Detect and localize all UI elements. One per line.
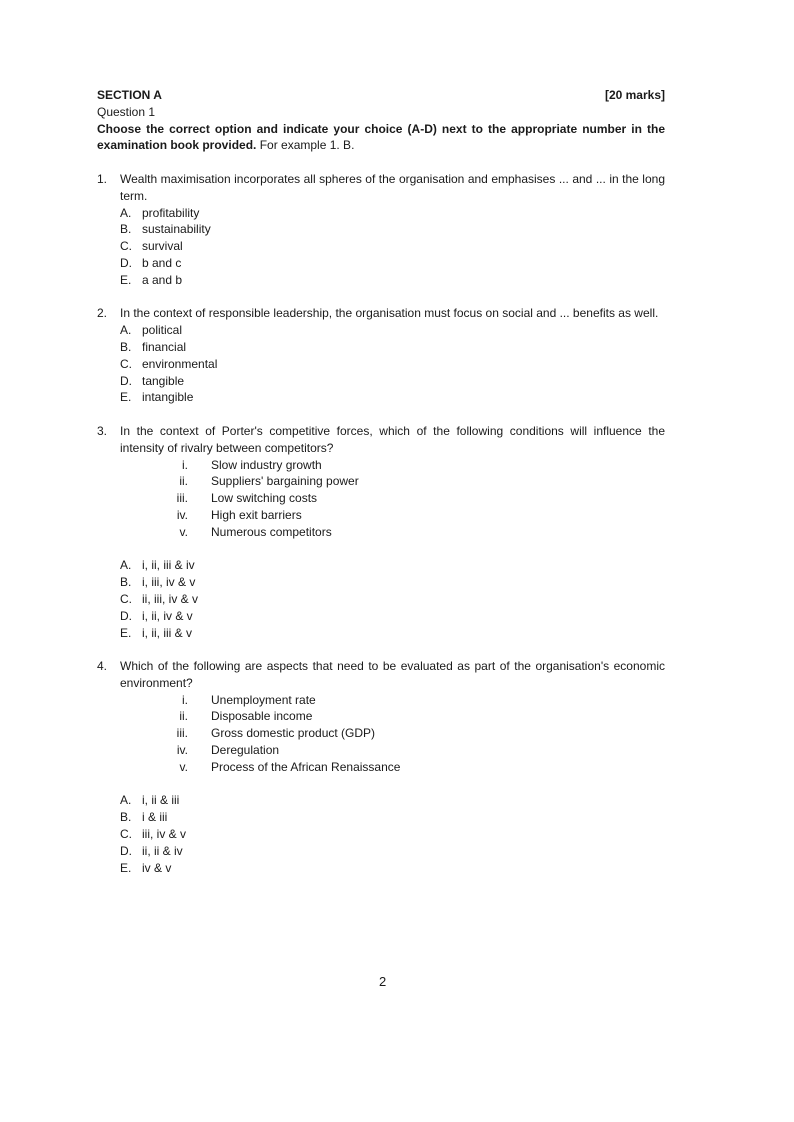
- page-number: 2: [379, 974, 387, 989]
- statement-numeral: ii.: [179, 709, 188, 724]
- section-title: SECTION A: [97, 88, 162, 102]
- option-text: financial: [142, 339, 187, 354]
- answer-option: [120, 792, 665, 809]
- option-letter: C.: [120, 827, 132, 842]
- answer-option: [120, 574, 665, 591]
- option-letter: B.: [120, 222, 132, 237]
- question-number: 3.: [97, 423, 108, 438]
- option-text: ii, ii & iv: [142, 843, 183, 858]
- statement-item: [97, 473, 665, 490]
- statement-item: [97, 692, 665, 709]
- answer-option: [120, 255, 665, 272]
- statement-text: High exit barriers: [211, 507, 302, 522]
- question-number: 2.: [97, 306, 108, 321]
- statement-item: [97, 742, 665, 759]
- option-letter: E.: [120, 625, 132, 640]
- option-letter: E.: [120, 390, 132, 405]
- statement-numeral: iii.: [176, 726, 188, 741]
- statement-text: Suppliers' bargaining power: [211, 474, 359, 489]
- statement-item: [97, 507, 665, 524]
- option-letter: C.: [120, 239, 132, 254]
- option-letter: A.: [120, 323, 132, 338]
- option-letter: D.: [120, 373, 132, 388]
- answer-option: [120, 339, 665, 356]
- statement-numeral: v.: [179, 759, 188, 774]
- option-letter: B.: [120, 810, 132, 825]
- option-text: i, ii & iii: [142, 793, 180, 808]
- statement-text: Gross domestic product (GDP): [211, 726, 376, 741]
- instructions: [97, 121, 665, 155]
- statement-text: Unemployment rate: [211, 692, 316, 707]
- statement-numeral: iii.: [176, 491, 188, 506]
- section-marks: [20 marks]: [604, 88, 665, 102]
- instruction-example: For example 1. B.: [256, 138, 355, 153]
- option-text: iv & v: [142, 860, 172, 875]
- answer-option: [120, 843, 665, 860]
- option-letter: E.: [120, 860, 132, 875]
- statement-text: Process of the African Renaissance: [211, 759, 401, 774]
- option-text: i, ii, iii & iv: [142, 558, 195, 573]
- answer-option: [120, 608, 665, 625]
- question-text: In the context of Porter's competitive forces, which of the following conditions will influence the intensity of rivalry between competitors?: [120, 423, 665, 455]
- option-letter: D.: [120, 608, 132, 623]
- answer-option: [120, 205, 665, 222]
- option-letter: B.: [120, 575, 132, 590]
- option-letter: A.: [120, 793, 132, 808]
- option-letter: A.: [120, 558, 132, 573]
- answer-option: [120, 826, 665, 843]
- option-text: i, ii, iv & v: [142, 608, 193, 623]
- question-text: Wealth maximisation incorporates all spheres of the organisation and emphasises ... and ... in the long term.: [120, 171, 665, 203]
- statement-text: Disposable income: [211, 709, 313, 724]
- option-text: i, iii, iv & v: [142, 575, 196, 590]
- answer-option: [120, 356, 665, 373]
- option-text: environmental: [142, 356, 218, 371]
- exam-page: [97, 87, 665, 876]
- option-letter: E.: [120, 272, 132, 287]
- question: [97, 171, 665, 205]
- statement-numeral: iv.: [176, 507, 188, 522]
- option-text: sustainability: [142, 222, 211, 237]
- option-letter: C.: [120, 591, 132, 606]
- option-letter: A.: [120, 205, 132, 220]
- question: [97, 305, 665, 322]
- answer-option: [120, 557, 665, 574]
- option-letter: D.: [120, 843, 132, 858]
- statement-text: Low switching costs: [211, 491, 318, 506]
- option-text: survival: [142, 239, 183, 254]
- option-text: b and c: [142, 255, 182, 270]
- option-text: i, ii, iii & v: [142, 625, 193, 640]
- statement-text: Deregulation: [211, 743, 280, 758]
- answer-option: [120, 221, 665, 238]
- option-text: tangible: [142, 373, 185, 388]
- statement-item: [97, 490, 665, 507]
- option-text: i & iii: [142, 810, 168, 825]
- option-letter: B.: [120, 339, 132, 354]
- answer-option: [120, 591, 665, 608]
- statement-item: [97, 457, 665, 474]
- option-letter: D.: [120, 255, 132, 270]
- section-header: [97, 87, 665, 104]
- statement-numeral: v.: [179, 524, 188, 539]
- question: [97, 423, 665, 457]
- answer-option: [120, 238, 665, 255]
- statement-item: [97, 725, 665, 742]
- answer-option: [120, 272, 665, 289]
- statement-text: Slow industry growth: [211, 457, 322, 472]
- answer-option: [120, 809, 665, 826]
- question-number: 1.: [97, 171, 108, 186]
- option-text: a and b: [142, 272, 183, 287]
- statement-numeral: i.: [182, 457, 188, 472]
- statement-numeral: ii.: [179, 474, 188, 489]
- option-text: iii, iv & v: [142, 827, 187, 842]
- statement-item: [97, 524, 665, 541]
- answer-option: [120, 322, 665, 339]
- option-letter: C.: [120, 356, 132, 371]
- option-text: ii, iii, iv & v: [142, 591, 199, 606]
- option-text: political: [142, 323, 183, 338]
- option-text: profitability: [142, 205, 200, 220]
- question: [97, 658, 665, 692]
- statement-item: [97, 759, 665, 776]
- question-text: Which of the following are aspects that need to be evaluated as part of the organisation's economic environment?: [120, 659, 665, 690]
- statement-text: Numerous competitors: [211, 524, 332, 539]
- question-label: Question 1: [97, 104, 156, 119]
- question-list: [97, 154, 665, 876]
- answer-option: [120, 860, 665, 877]
- question-text: In the context of responsible leadership, the organisation must focus on social and ... benefits as well.: [120, 306, 659, 321]
- instruction-bold: Choose the correct option and indicate your choice (A-D) next to the appropriate number in the examination book provided.: [97, 121, 665, 153]
- answer-option: [120, 625, 665, 642]
- answer-option: [120, 373, 665, 390]
- answer-option: [120, 389, 665, 406]
- statement-numeral: iv.: [176, 743, 188, 758]
- statement-numeral: i.: [182, 692, 188, 707]
- statement-item: [97, 708, 665, 725]
- option-text: intangible: [142, 390, 194, 405]
- question-number: 4.: [97, 659, 108, 674]
